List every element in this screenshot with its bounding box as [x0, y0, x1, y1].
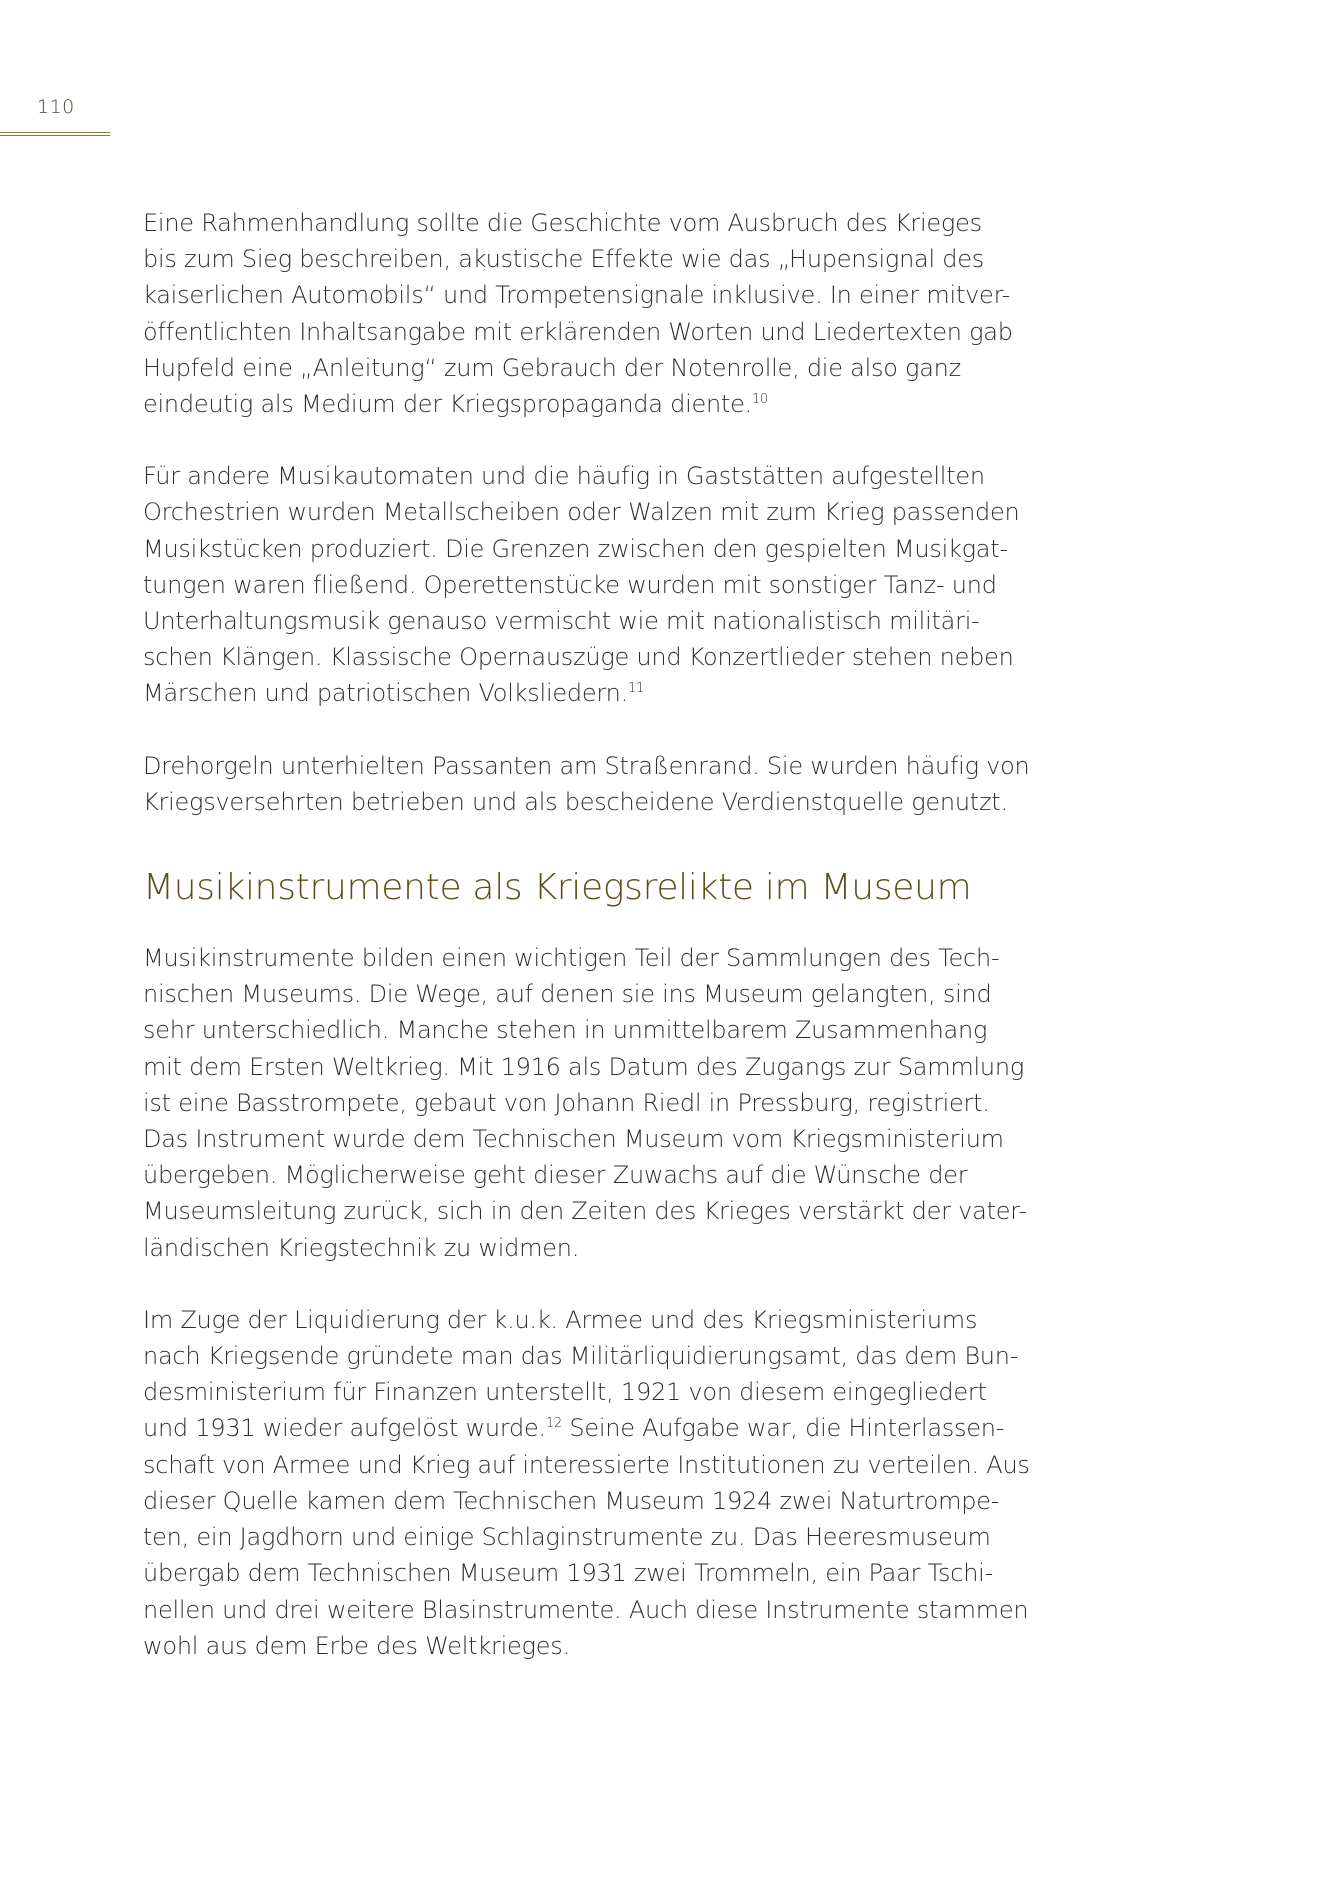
- page-number: 110: [37, 96, 75, 118]
- page-body: [143, 205, 1043, 1700]
- text-line: desministerium für Finanzen unterstellt, 1921 von diesem eingegliedert: [143, 1378, 987, 1407]
- text-line: [143, 386, 1043, 422]
- text-line: Für andere Musikautomaten und die häufig in Gaststätten aufgestellten: [143, 462, 985, 491]
- text-line: übergab dem Technischen Museum 1931 zwei Trommeln, ein Paar Tschi-: [143, 1559, 994, 1588]
- text-line: Unterhaltungsmusik genauso vermischt wie mit nationalistisch militäri-: [143, 607, 980, 636]
- text-line: [143, 1410, 1043, 1446]
- paragraph-rahmenhandlung: [143, 205, 1043, 422]
- text-line: dieser Quelle kamen dem Technischen Museum 1924 zwei Naturtrompe-: [143, 1486, 1000, 1515]
- text-line: ist eine Basstrompete, gebaut von Johann Riedl in Pressburg, registriert.: [143, 1088, 990, 1117]
- text-line: ten, ein Jagdhorn und einige Schlaginstrumente zu. Das Heeresmuseum: [143, 1523, 991, 1552]
- text-line: mit dem Ersten Weltkrieg. Mit 1916 als Datum des Zugangs zur Sammlung: [143, 1052, 1025, 1081]
- text-line: wohl aus dem Erbe des Weltkrieges.: [143, 1631, 570, 1660]
- text-line: bis zum Sieg beschreiben, akustische Effekte wie das „Hupensignal des: [143, 245, 985, 274]
- text-line: Drehorgeln unterhielten Passanten am Straßenrand. Sie wurden häufig von: [143, 751, 1030, 780]
- text-line: öffentlichten Inhaltsangabe mit erklärenden Worten und Liedertexten gab: [143, 317, 1013, 346]
- text-line: sehr unterschiedlich. Manche stehen in unmittelbarem Zusammenhang: [143, 1016, 988, 1045]
- text-line: tungen waren fließend. Operettenstücke wurden mit sonstiger Tanz- und: [143, 570, 997, 599]
- text-line: nischen Museums. Die Wege, auf denen sie ins Museum gelangten, sind: [143, 980, 992, 1009]
- text-line: Museumsleitung zurück, sich in den Zeiten des Krieges verstärkt der vater-: [143, 1197, 1027, 1226]
- text-line: [143, 675, 1043, 711]
- paragraph-musikautomaten: [143, 458, 1043, 711]
- text-line: Orchestrien wurden Metallscheiben oder Walzen mit zum Krieg passenden: [143, 498, 1020, 527]
- paragraph-liquidierung: [143, 1302, 1043, 1664]
- text-line: Kriegsversehrten betrieben und als bescheidene Verdienstquelle genutzt.: [143, 787, 1008, 816]
- paragraph-sammlungen: [143, 940, 1043, 1266]
- text-line: Im Zuge der Liquidierung der k.u.k. Armee und des Kriegsministeriums: [143, 1305, 978, 1334]
- text-line: Hupfeld eine „Anleitung“ zum Gebrauch der Notenrolle, die also ganz: [143, 353, 961, 382]
- footnote-marker[interactable]: 10: [752, 392, 769, 408]
- footnote-marker[interactable]: 12: [545, 1416, 562, 1432]
- text-line: nach Kriegsende gründete man das Militärliquidierungsamt, das dem Bun-: [143, 1342, 1019, 1371]
- section-heading: Musikinstrumente als Kriegsrelikte im Museum: [143, 867, 972, 909]
- text-line-content: eindeutig als Medium der Kriegspropaganda diente.: [143, 390, 753, 419]
- text-line: Musikstücken produziert. Die Grenzen zwischen den gespielten Musikgat-: [143, 534, 1008, 563]
- text-line: Eine Rahmenhandlung sollte die Geschichte vom Ausbruch des Krieges: [143, 209, 982, 237]
- text-line: übergeben. Möglicherweise geht dieser Zuwachs auf die Wünsche der: [143, 1161, 968, 1190]
- text-line: schaft von Armee und Krieg auf interessierte Institutionen zu verteilen. Aus: [143, 1450, 1030, 1479]
- text-line: nellen und drei weitere Blasinstrumente. Auch diese Instrumente stammen: [143, 1595, 1029, 1624]
- text-line-content: Seine Aufgabe war, die Hinterlassen-: [561, 1414, 1005, 1443]
- text-line-content: und 1931 wieder aufgelöst wurde.: [143, 1414, 546, 1443]
- text-line: schen Klängen. Klassische Opernauszüge und Konzertlieder stehen neben: [143, 643, 1014, 672]
- text-line: ländischen Kriegstechnik zu widmen.: [143, 1233, 580, 1262]
- text-line-content: Märschen und patriotischen Volksliedern.: [143, 679, 628, 708]
- header-rule-top: [0, 132, 110, 133]
- text-line: kaiserlichen Automobils“ und Trompetensignale inklusive. In einer mitver-: [143, 281, 1011, 310]
- header-rule-bottom: [0, 135, 110, 136]
- text-line: Das Instrument wurde dem Technischen Museum vom Kriegsministerium: [143, 1125, 1004, 1154]
- paragraph-drehorgeln: [143, 748, 1043, 820]
- footnote-marker[interactable]: 11: [627, 681, 644, 697]
- text-line: Musikinstrumente bilden einen wichtigen Teil der Sammlungen des Tech-: [143, 944, 1000, 973]
